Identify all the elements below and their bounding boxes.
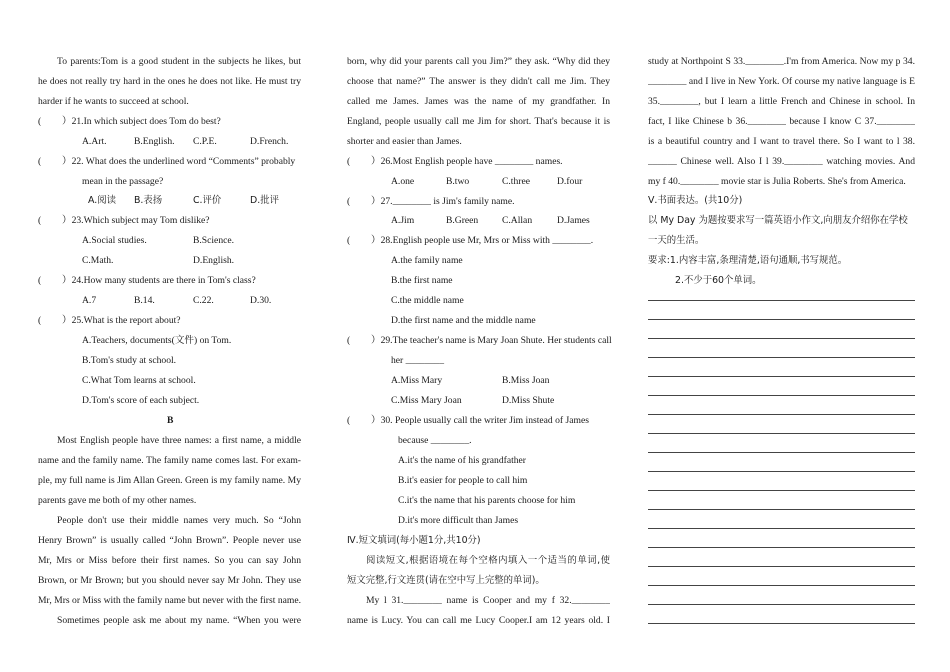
answer-bracket[interactable]: ( (347, 196, 351, 207)
passage-b-line: born, why did your parents call you Jim?” they ask. “Why did they (347, 56, 610, 67)
writing-line[interactable] (648, 528, 915, 529)
section-5-instructions: 一天的生活。 (648, 235, 705, 246)
passage-b-line: shorter and easier than James. (347, 136, 462, 147)
answer-bracket[interactable]: ( (38, 275, 42, 286)
cloze-line: my f 40.________ movie star is Julia Roberts. She's from America. (648, 176, 906, 187)
cloze-line: 35.________, but I learn a little French and Chinese in school. In (648, 96, 915, 107)
section-5-requirements: 要求:1.内容丰富,条理清楚,语句通顺,书写规范。 (648, 255, 848, 266)
option: C.P.E. (193, 136, 217, 147)
section-5-requirements: 2.不少于60个单词。 (675, 275, 762, 286)
passage-b-line: Most English people have three names: a first name, a middle (57, 435, 301, 446)
option: B.Science. (193, 235, 235, 246)
option: B.two (446, 176, 470, 187)
option: B.English. (134, 136, 175, 147)
answer-bracket[interactable]: ( (38, 215, 42, 226)
option: C.Miss Mary Joan (391, 395, 462, 406)
option: C.three (502, 176, 530, 187)
option: C.Math. (82, 255, 114, 266)
option: D.Tom's score of each subject. (82, 395, 200, 406)
question-23: ）23.Which subject may Tom dislike? (62, 215, 210, 226)
passage-b-line: name and the family name. The family name comes last. For exam- (38, 455, 301, 466)
answer-bracket[interactable]: ( (347, 335, 351, 346)
option: C.What Tom learns at school. (82, 375, 196, 386)
passage-b-line: Mr, Mrs or Miss with the family name but never with the first name. (38, 595, 301, 606)
writing-line[interactable] (648, 509, 915, 510)
passage-b-line: Sometimes people ask me about my name. “When you were (57, 615, 301, 626)
passage-b-line: Henry Brown” is usually called “John Brown”. People never use (38, 535, 301, 546)
writing-line[interactable] (648, 414, 915, 415)
writing-line[interactable] (648, 338, 915, 339)
column-middle (322, 0, 640, 672)
option: B.Miss Joan (502, 375, 550, 386)
cloze-line: name is Lucy. You can call me Lucy Cooper.I am 12 years old. I (347, 615, 610, 626)
option: D.the first name and the middle name (391, 315, 536, 326)
writing-line[interactable] (648, 395, 915, 396)
column-left (0, 0, 322, 672)
option: C.评价 (193, 195, 222, 206)
writing-line[interactable] (648, 471, 915, 472)
question-27: ）27.________ is Jim's family name. (371, 196, 515, 207)
answer-bracket[interactable]: ( (38, 116, 42, 127)
question-29-cont: her ________ (391, 355, 445, 366)
option: B.14. (134, 295, 155, 306)
cloze-line: ______ Chinese well. Also I l 39.________ watching movies. And (648, 156, 915, 167)
question-22: ）22. What does the underlined word “Comments” probably (62, 156, 296, 167)
option: B.Green (446, 215, 479, 226)
option: A.Jim (391, 215, 415, 226)
question-21: ）21.In which subject does Tom do best? (62, 116, 221, 127)
passage-b-line: Mr, Mrs or Miss before their first names. So you can say John (38, 555, 301, 566)
writing-line[interactable] (648, 604, 915, 605)
option: A.Miss Mary (391, 375, 443, 386)
writing-line[interactable] (648, 547, 915, 548)
answer-bracket[interactable]: ( (347, 235, 351, 246)
writing-line[interactable] (648, 300, 915, 301)
option: C.it's the name that his parents choose for him (398, 495, 576, 506)
option: A.the family name (391, 255, 463, 266)
option: C.the middle name (391, 295, 464, 306)
question-24: ）24.How many students are there in Tom's class? (62, 275, 256, 286)
question-30: ）30. People usually call the writer Jim instead of James (371, 415, 589, 426)
option: D.English. (193, 255, 235, 266)
option: B.Tom's study at school. (82, 355, 177, 366)
passage-a-line: To parents:Tom is a good student in the subjects he likes, but (57, 56, 301, 67)
passage-b-line: Brown, or Mr Brown; but you should never say Mr John. They use (38, 575, 301, 586)
option: D.French. (250, 136, 289, 147)
answer-bracket[interactable]: ( (38, 315, 42, 326)
option: B.the first name (391, 275, 453, 286)
passage-b-line: parents gave me both of my other names. (38, 495, 197, 506)
question-29: ）29.The teacher's name is Mary Joan Shute. Her students call (371, 335, 612, 346)
column-right (640, 0, 950, 672)
question-25: ）25.What is the report about? (62, 315, 181, 326)
option: D.four (557, 176, 583, 187)
passage-b-line: called me James. James was the name of my grandfather. In (347, 96, 610, 107)
cloze-line: is a beautiful country and I want to travel there. So I want to l 38. (648, 136, 915, 147)
passage-b-line: England, people usually call me Jim for short. That's because it is (347, 116, 610, 127)
section-4-instructions: 阅读短文,根据语境在每个空格内填入一个适当的单词,使 (366, 555, 610, 566)
option: D.James (557, 215, 590, 226)
question-22-cont: mean in the passage? (82, 176, 164, 187)
writing-line[interactable] (648, 566, 915, 567)
section-4-title: Ⅳ.短文填词(每小题1分,共10分) (347, 535, 481, 546)
option: D.30. (250, 295, 272, 306)
option: A.Art. (82, 136, 107, 147)
writing-line[interactable] (648, 433, 915, 434)
question-30-cont: because ________. (398, 435, 472, 446)
passage-b-line: People don't use their middle names very much. So “John (57, 515, 301, 526)
answer-bracket[interactable]: ( (347, 156, 351, 167)
section-4-instructions: 短文完整,行文连贯(请在空中写上完整的单词)。 (347, 575, 545, 586)
answer-bracket[interactable]: ( (347, 415, 351, 426)
option: D.it's more difficult than James (398, 515, 519, 526)
option: A.Social studies. (82, 235, 147, 246)
writing-line[interactable] (648, 376, 915, 377)
question-26: ）26.Most English people have ________ names. (371, 156, 563, 167)
passage-a-line: he does not really try hard in the ones he does not like. He must try (38, 76, 301, 87)
passage-a-line: harder if he wants to succeed at school. (38, 96, 189, 107)
option: B.it's easier for people to call him (398, 475, 528, 486)
option: A.阅读 (88, 195, 116, 206)
cloze-line: My l 31.________ name is Cooper and my f 32.________ (366, 595, 610, 606)
writing-line[interactable] (648, 585, 915, 586)
option: D.批评 (250, 195, 279, 206)
passage-b-line: choose that name?” The answer is they didn't call me Jim. They (347, 76, 610, 87)
option: A.Teachers, documents(文件) on Tom. (82, 335, 232, 346)
section-5-instructions: 以 My Day 为题按要求写一篇英语小作文,向朋友介绍你在学校 (648, 215, 908, 226)
option: C.Allan (502, 215, 533, 226)
passage-b-line: ple, my full name is Jim Allan Green. Green is my family name. My (38, 475, 301, 486)
section-5-title: Ⅴ.书面表达。(共10分) (648, 195, 743, 206)
answer-bracket[interactable]: ( (38, 156, 42, 167)
cloze-line: ________ and I live in New York. Of course my native language is E (648, 76, 915, 87)
cloze-line: fact, I like Chinese b 36.________ because I know C 37.________ (648, 116, 915, 127)
option: D.Miss Shute (502, 395, 555, 406)
option: A.7 (82, 295, 97, 306)
writing-line[interactable] (648, 623, 915, 624)
writing-line[interactable] (648, 452, 915, 453)
question-28: ）28.English people use Mr, Mrs or Miss with ________. (371, 235, 594, 246)
writing-line[interactable] (648, 357, 915, 358)
cloze-line: study at Northpoint S 33.________.I'm from America. Now my p 34. (648, 56, 915, 67)
section-heading-b: B (167, 415, 174, 426)
option: B.表扬 (134, 195, 163, 206)
writing-line[interactable] (648, 319, 915, 320)
option: C.22. (193, 295, 214, 306)
option: A.one (391, 176, 415, 187)
writing-line[interactable] (648, 490, 915, 491)
option: A.it's the name of his grandfather (398, 455, 527, 466)
